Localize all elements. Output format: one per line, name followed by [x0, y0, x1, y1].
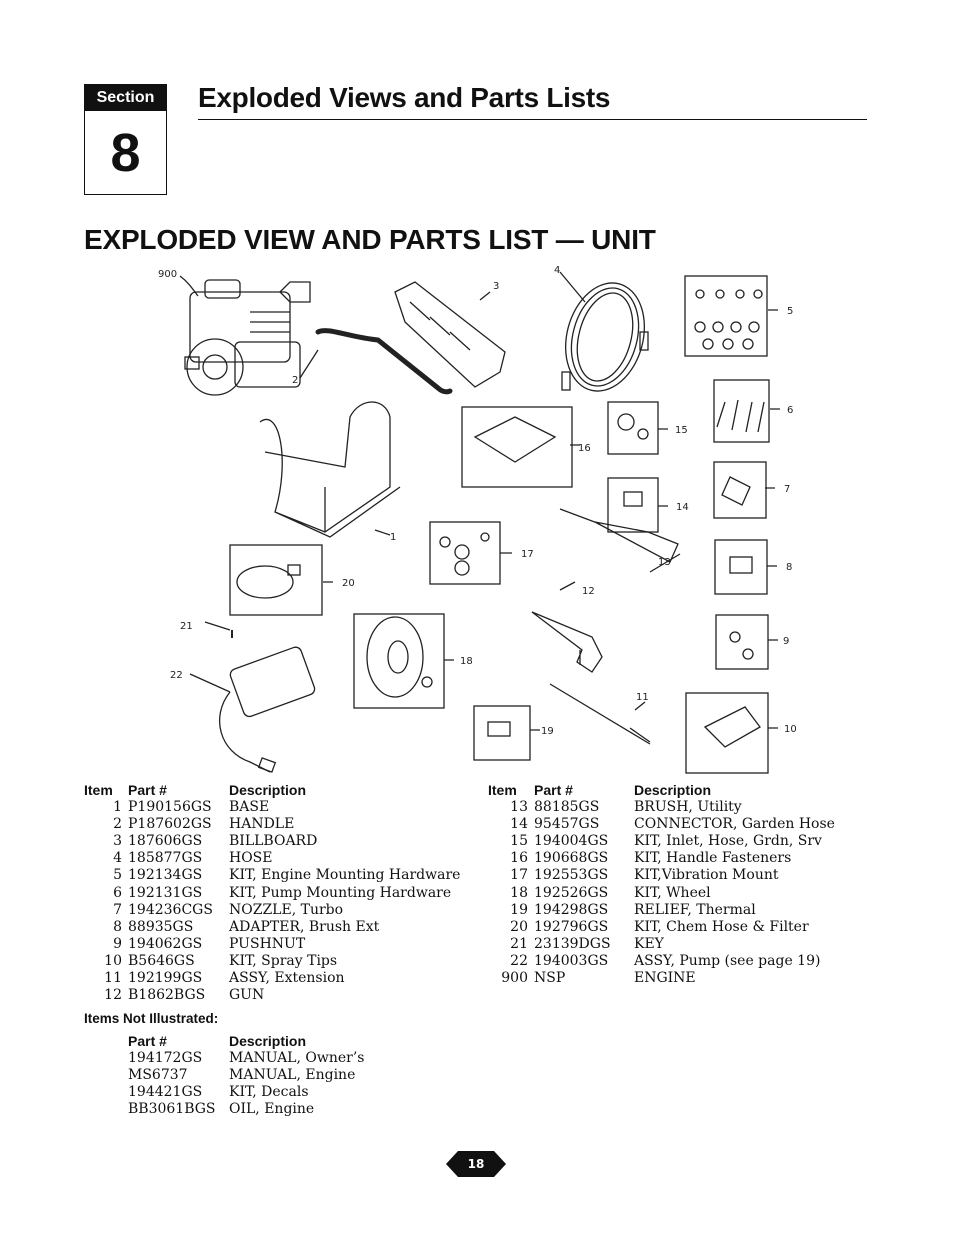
cell-part: 190668GS [534, 850, 609, 867]
cell-item: 4 [113, 850, 122, 867]
table-row [488, 902, 835, 919]
callout-900: 900 [158, 269, 178, 280]
cell-desc: HOSE [229, 850, 273, 867]
cell-part: 192131GS [128, 884, 203, 901]
col-description: Description [229, 782, 307, 798]
cell-desc: KIT,Vibration Mount [634, 867, 779, 884]
table-row [84, 936, 460, 953]
cell-desc: KIT, Handle Fasteners [634, 850, 792, 867]
cell-item: 13 [510, 799, 528, 816]
cell-item: 22 [510, 952, 528, 969]
cell-part: 192553GS [534, 867, 609, 884]
callout-15: 15 [675, 425, 688, 436]
col-description: Description [229, 1033, 307, 1049]
cell-desc: KIT, Spray Tips [229, 952, 338, 969]
title-rule [198, 119, 867, 120]
table-row [488, 799, 835, 816]
cell-part: 194004GS [534, 833, 609, 850]
callout-19: 19 [541, 726, 554, 737]
table-row [84, 867, 460, 884]
col-item: Item [84, 782, 113, 798]
table-row [128, 1101, 364, 1118]
cell-desc: KIT, Decals [229, 1084, 309, 1101]
table-row [84, 850, 460, 867]
table-row [488, 953, 835, 970]
parts-table-left [84, 782, 460, 1004]
cell-part: 194421GS [128, 1084, 203, 1101]
table-row [488, 833, 835, 850]
cell-part: 194298GS [534, 901, 609, 918]
cell-desc: BRUSH, Utility [634, 799, 742, 816]
cell-item: 900 [501, 970, 528, 987]
callout-14: 14 [676, 502, 689, 513]
table-row [488, 936, 835, 953]
table-row [488, 816, 835, 833]
table-row [84, 987, 460, 1004]
cell-desc: MANUAL, Engine [229, 1067, 356, 1084]
cell-desc: KIT, Wheel [634, 884, 711, 901]
parts-table-right [488, 782, 835, 987]
table-row [488, 850, 835, 867]
cell-part: P187602GS [128, 816, 212, 833]
col-description: Description [634, 782, 712, 798]
page-number: 18 [467, 1157, 485, 1171]
cell-part: B1862BGS [128, 987, 206, 1004]
cell-part: B5646GS [128, 952, 195, 969]
table-row [84, 833, 460, 850]
cell-desc: KEY [634, 935, 664, 952]
table-row [128, 1084, 364, 1101]
cell-part: 194062GS [128, 935, 203, 952]
cell-part: MS6737 [128, 1067, 188, 1084]
cell-item: 21 [510, 935, 528, 952]
extension-drawing [550, 684, 650, 744]
cell-item: 9 [113, 935, 122, 952]
not-illustrated-label: Items Not Illustrated: [84, 1011, 219, 1026]
cell-desc: HANDLE [229, 816, 295, 833]
cell-item: 16 [510, 850, 528, 867]
callout-20: 20 [342, 578, 355, 589]
callout-2: 2 [292, 375, 299, 386]
cell-part: 187606GS [128, 833, 203, 850]
handle-drawing [318, 331, 450, 392]
callout-21: 21 [180, 621, 193, 632]
callout-4: 4 [554, 265, 561, 276]
gun-drawing [532, 612, 602, 672]
cell-part: NSP [534, 970, 566, 987]
col-part: Part # [128, 782, 167, 798]
cell-item: 5 [113, 867, 122, 884]
table-row [488, 867, 835, 884]
cell-item: 12 [104, 987, 122, 1004]
cell-item: 2 [113, 816, 122, 833]
cell-item: 6 [113, 884, 122, 901]
exploded-diagram [140, 262, 820, 782]
col-item: Item [488, 782, 517, 798]
cell-desc: ASSY, Pump (see page 19) [634, 952, 821, 969]
cell-desc: NOZZLE, Turbo [229, 901, 344, 918]
cell-desc: KIT, Inlet, Hose, Grdn, Srv [634, 833, 822, 850]
cell-part: 192134GS [128, 867, 203, 884]
cell-desc: MANUAL, Owner’s [229, 1050, 365, 1067]
col-part: Part # [534, 782, 573, 798]
table-row [84, 902, 460, 919]
page-title: Exploded Views and Parts Lists [198, 82, 611, 113]
callout-6: 6 [787, 405, 794, 416]
callout-3: 3 [493, 281, 500, 292]
cell-item: 10 [104, 952, 122, 969]
table-row [488, 970, 835, 987]
cell-item: 20 [510, 918, 528, 935]
cell-desc: ENGINE [634, 970, 696, 987]
cell-item: 7 [113, 901, 122, 918]
cell-item: 19 [510, 901, 528, 918]
pump-drawing [220, 646, 317, 773]
cell-part: 192199GS [128, 970, 203, 987]
table-row [84, 919, 460, 936]
cell-item: 17 [510, 867, 528, 884]
section-label: Section [84, 84, 167, 111]
callout-7: 7 [784, 484, 791, 495]
cell-item: 3 [113, 833, 122, 850]
table-row [128, 1067, 364, 1084]
cell-part: 194172GS [128, 1050, 203, 1067]
billboard-drawing [395, 282, 505, 387]
cell-part: 185877GS [128, 850, 203, 867]
callout-16: 16 [578, 443, 591, 454]
cell-desc: KIT, Pump Mounting Hardware [229, 884, 452, 901]
cell-part: 192796GS [534, 918, 609, 935]
callout-10: 10 [784, 724, 797, 735]
callout-22: 22 [170, 670, 183, 681]
cell-desc: ASSY, Extension [229, 970, 345, 987]
cell-part: 23139DGS [534, 935, 611, 952]
callout-5: 5 [787, 306, 794, 317]
cell-part: 88935GS [128, 918, 194, 935]
section-heading: EXPLODED VIEW AND PARTS LIST — UNIT [84, 224, 656, 255]
cell-item: 8 [113, 918, 122, 935]
cell-part: 88185GS [534, 799, 600, 816]
cell-desc: OIL, Engine [229, 1101, 315, 1118]
not-illustrated-table [128, 1033, 364, 1118]
cell-item: 14 [510, 816, 528, 833]
callout-9: 9 [783, 636, 790, 647]
cell-desc: PUSHNUT [229, 935, 306, 952]
cell-item: 15 [510, 833, 528, 850]
callout-17: 17 [521, 549, 534, 560]
table-row [488, 919, 835, 936]
col-part: Part # [128, 1033, 167, 1049]
hose-drawing [554, 274, 656, 400]
base-frame-drawing [260, 402, 400, 537]
cell-part: 95457GS [534, 816, 600, 833]
cell-item: 11 [104, 970, 122, 987]
cell-item: 18 [510, 884, 528, 901]
cell-part: BB3061BGS [128, 1101, 216, 1118]
cell-part: 192526GS [534, 884, 609, 901]
cell-desc: GUN [229, 987, 265, 1004]
table-row [84, 970, 460, 987]
cell-desc: ADAPTER, Brush Ext [229, 918, 380, 935]
cell-item: 1 [113, 799, 122, 816]
cell-desc: CONNECTOR, Garden Hose [634, 816, 835, 833]
table-row [84, 816, 460, 833]
cell-desc: BILLBOARD [229, 833, 318, 850]
callout-18: 18 [460, 656, 473, 667]
cell-part: 194236CGS [128, 901, 213, 918]
engine-mount-hardware [695, 290, 762, 349]
callout-8: 8 [786, 562, 793, 573]
callout-13: 13 [658, 557, 671, 568]
callout-1: 1 [390, 532, 397, 543]
table-row [128, 1050, 364, 1067]
cell-desc: KIT, Engine Mounting Hardware [229, 867, 461, 884]
table-row [84, 953, 460, 970]
cell-part: 194003GS [534, 952, 609, 969]
table-row [84, 885, 460, 902]
cell-part: P190156GS [128, 799, 212, 816]
brush-drawing [560, 509, 678, 562]
callout-12: 12 [582, 586, 595, 597]
table-row [488, 885, 835, 902]
table-row [84, 799, 460, 816]
cell-desc: KIT, Chem Hose & Filter [634, 918, 809, 935]
cell-desc: BASE [229, 799, 270, 816]
section-number: 8 [84, 111, 167, 195]
cell-desc: RELIEF, Thermal [634, 901, 756, 918]
callout-11: 11 [636, 692, 649, 703]
